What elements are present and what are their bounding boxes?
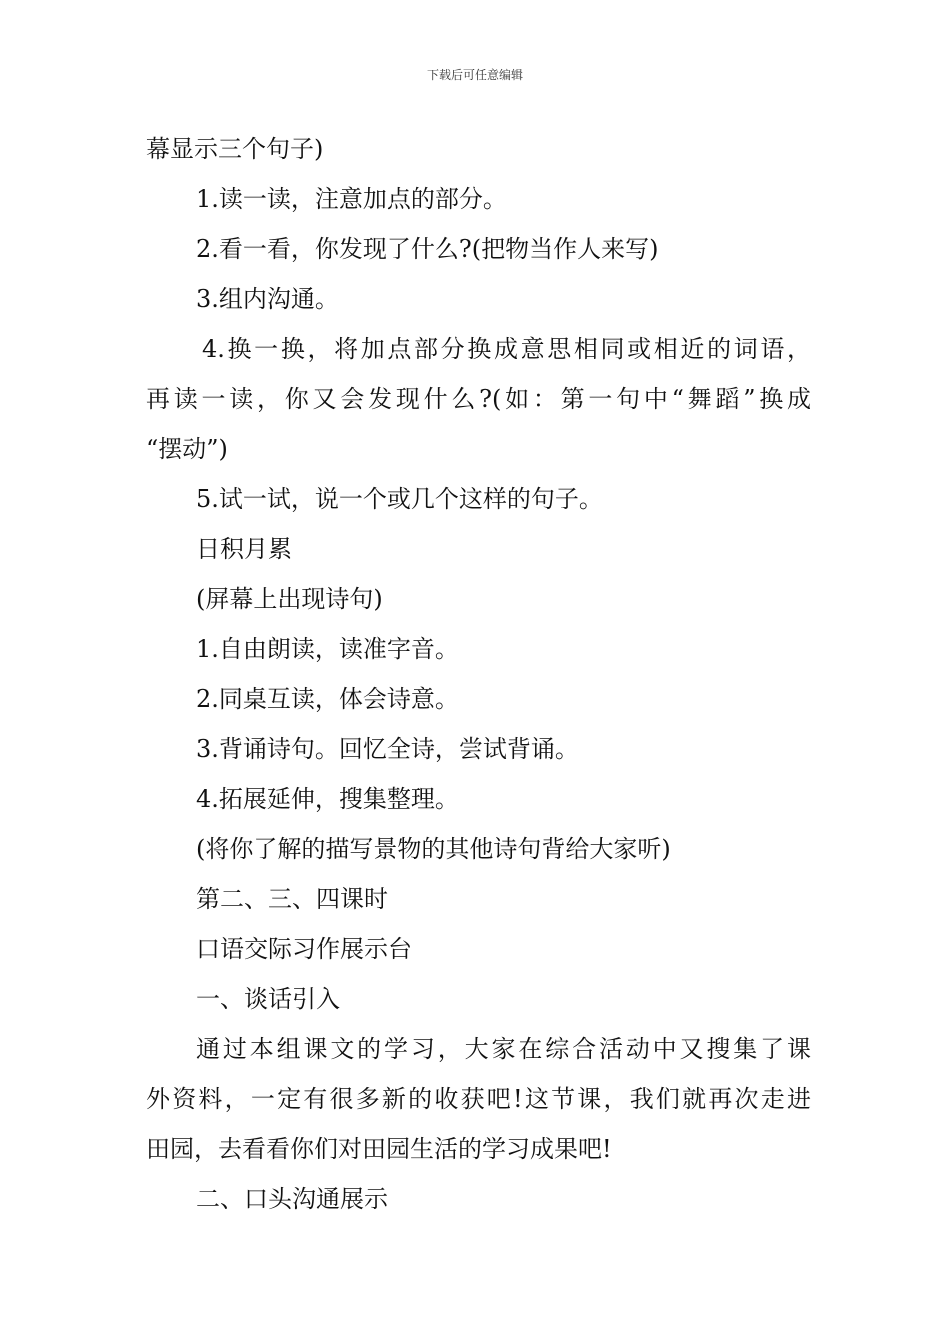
section-heading: 第二、三、四课时	[196, 885, 388, 913]
text-line: 2.看一看，你发现了什么?(把物当作人来写)	[196, 235, 659, 263]
text-line: 再读一读，你又会发现什么?(如：第一句中“舞蹈”换成	[146, 385, 811, 413]
text-line: 3.背诵诗句。回忆全诗，尝试背诵。	[196, 735, 579, 763]
text-line: (将你了解的描写景物的其他诗句背给大家听)	[196, 835, 671, 863]
page-header: 下载后可任意编辑	[426, 68, 523, 82]
section-heading: 日积月累	[196, 535, 292, 563]
text-line: 1.自由朗读，读准字音。	[196, 635, 459, 663]
text-line: (屏幕上出现诗句)	[196, 585, 383, 613]
text-line: 4.拓展延伸，搜集整理。	[196, 785, 459, 813]
section-heading: 一、谈话引入	[196, 985, 340, 1013]
text-line: 4.换一换，将加点部分换成意思相同或相近的词语，	[202, 335, 811, 363]
section-heading: 口语交际习作展示台	[196, 935, 412, 963]
text-line: 外资料，一定有很多新的收获吧!这节课，我们就再次走进	[146, 1085, 811, 1113]
text-line: 5.试一试，说一个或几个这样的句子。	[196, 485, 603, 513]
text-line: 2.同桌互读，体会诗意。	[196, 685, 459, 713]
text-line: “摆动”)	[146, 435, 228, 463]
section-heading: 二、口头沟通展示	[196, 1185, 388, 1213]
text-line: 1.读一读，注意加点的部分。	[196, 185, 507, 213]
text-line: 幕显示三个句子)	[146, 135, 324, 163]
document-body	[146, 124, 811, 1224]
text-line: 通过本组课文的学习，大家在综合活动中又搜集了课	[196, 1035, 811, 1063]
text-line: 3.组内沟通。	[196, 285, 339, 313]
text-line: 田园，去看看你们对田园生活的学习成果吧!	[146, 1135, 612, 1163]
